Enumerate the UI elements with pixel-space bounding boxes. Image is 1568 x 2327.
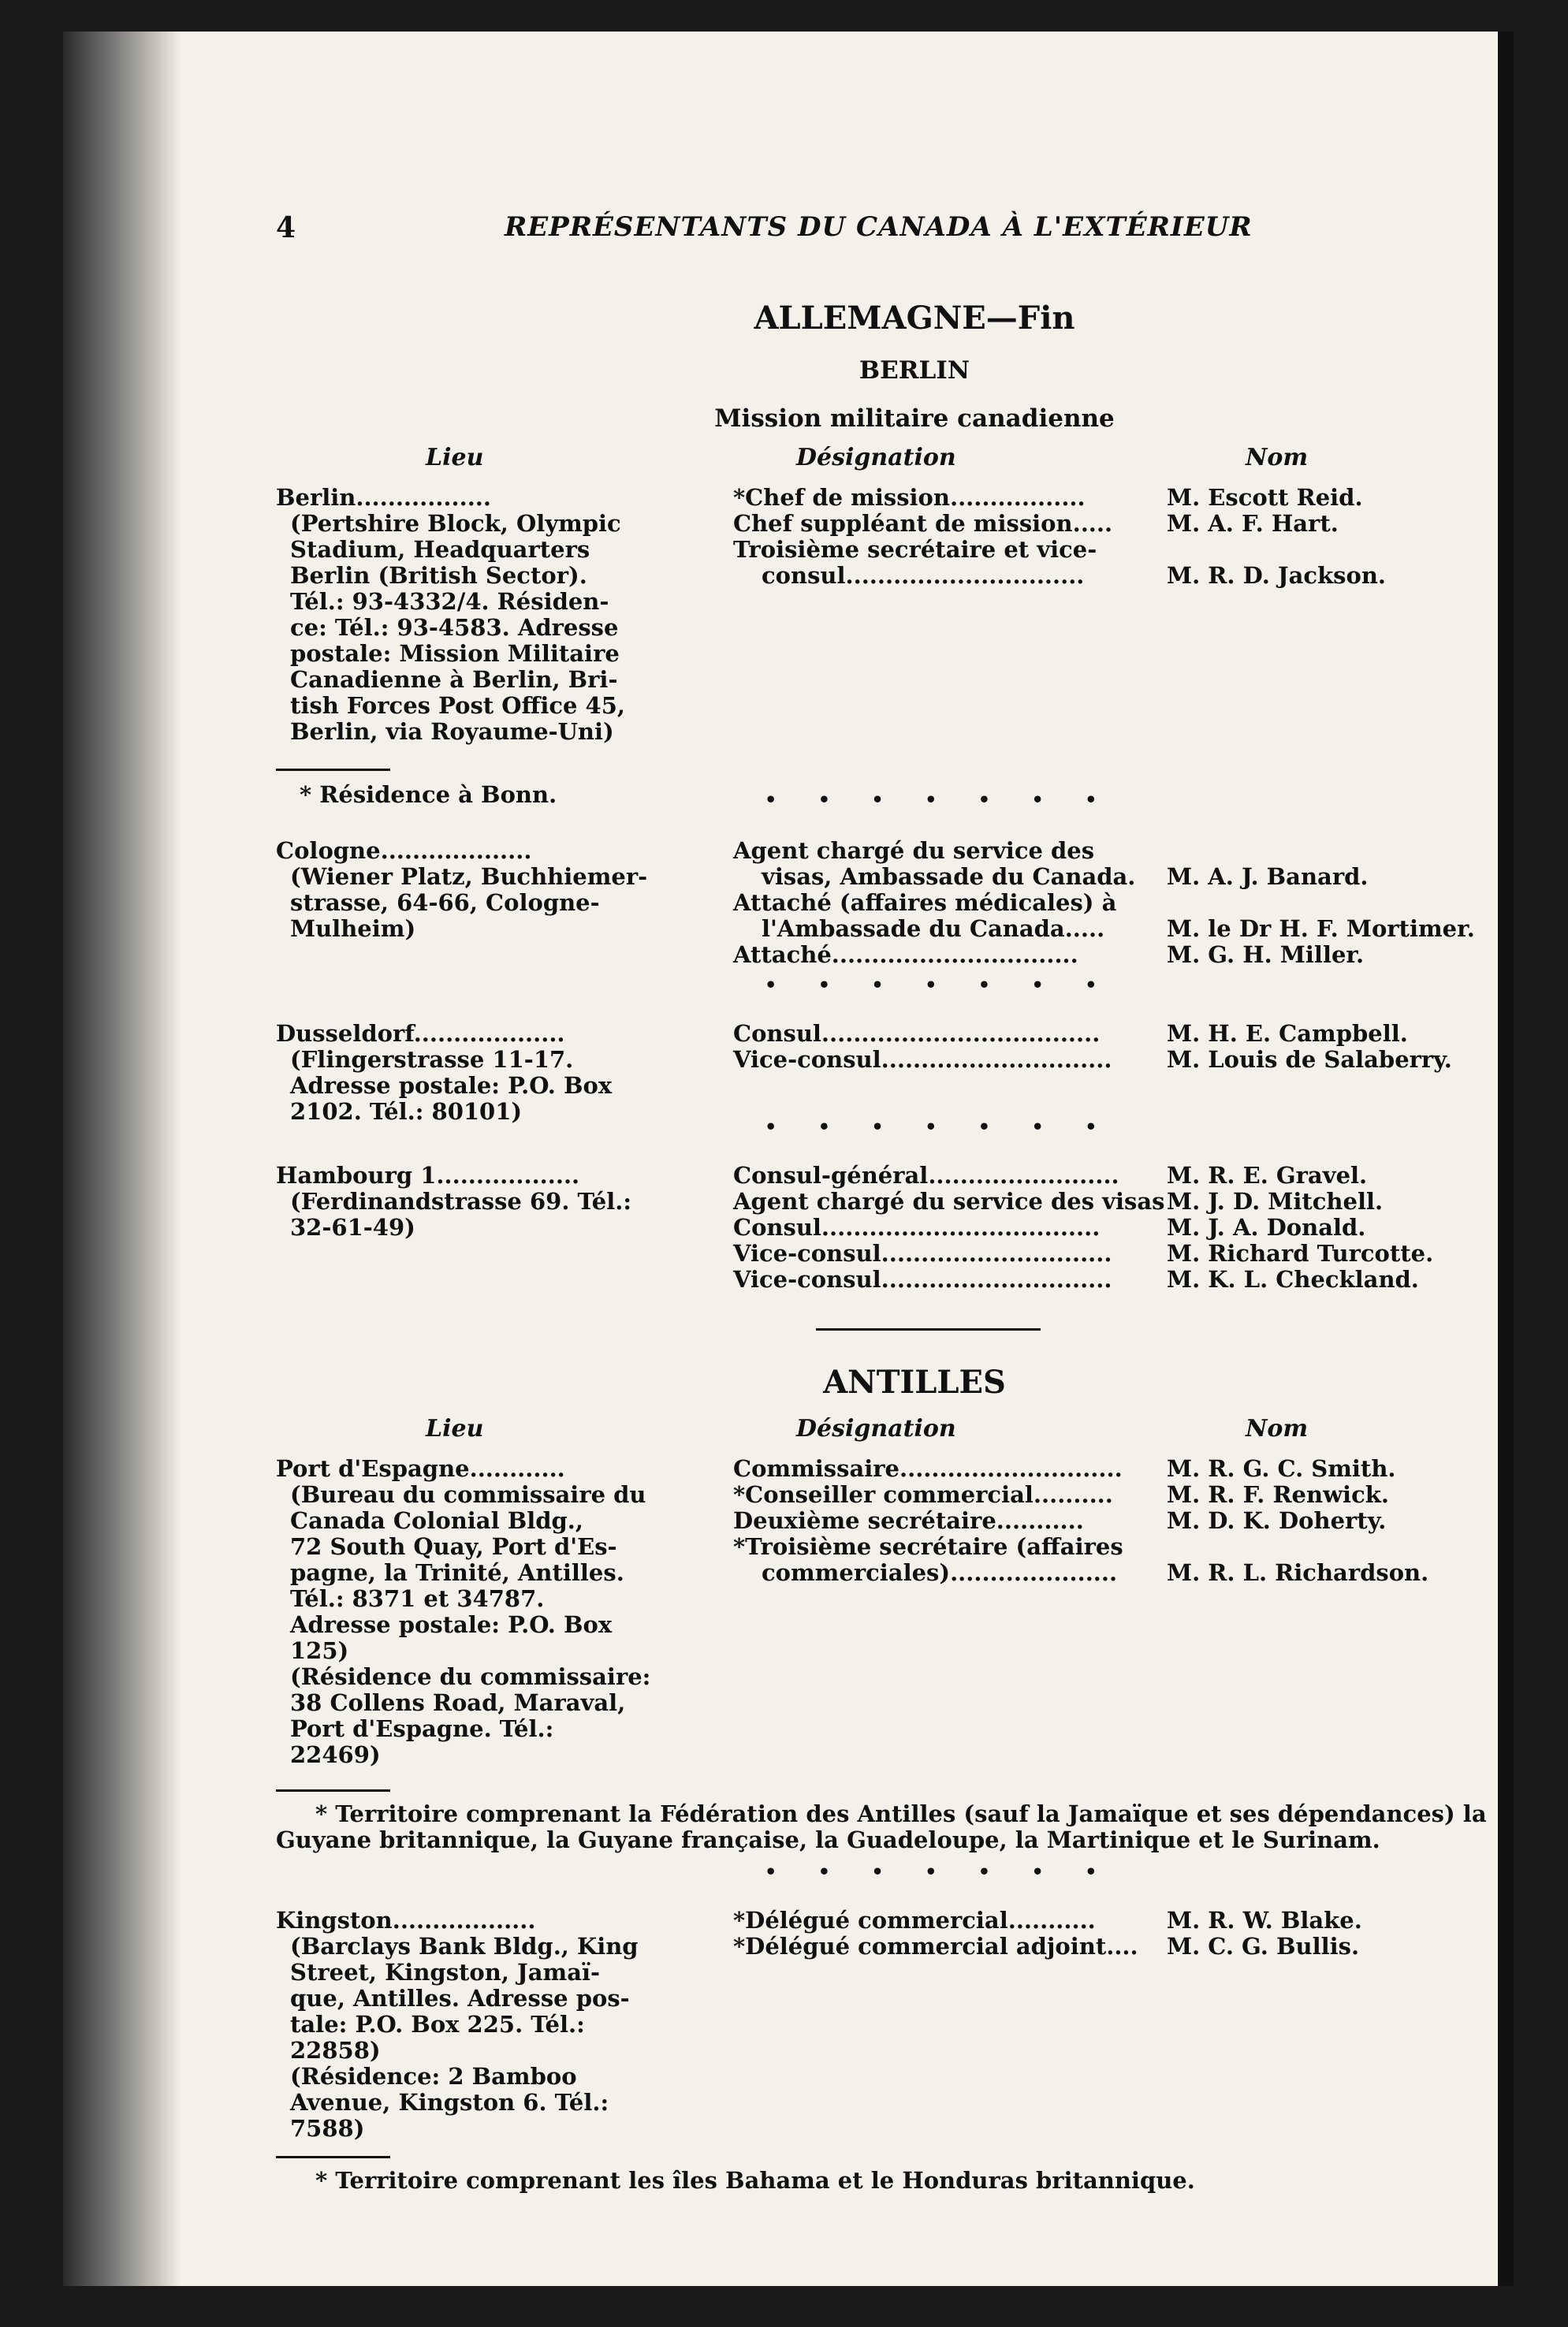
- column-header-lieu: Lieu: [426, 444, 484, 471]
- entry-lieu-cologne: [276, 838, 725, 942]
- lieu-name: Hambourg 1..................: [276, 1162, 580, 1189]
- address-line: postale: Mission Militaire: [290, 640, 620, 667]
- entry-noms-berlin: [1167, 485, 1386, 589]
- designation-line: Chef suppléant de mission.....: [733, 510, 1113, 537]
- nom-line: M. K. L. Checkland.: [1167, 1266, 1419, 1293]
- lieu-address: [276, 1482, 725, 1768]
- entry-lieu-dusseldorf: [276, 1021, 725, 1125]
- nom-spacer: [1167, 838, 1475, 864]
- lieu-name: Port d'Espagne............: [276, 1455, 565, 1482]
- entry-designations-port-espagne: [733, 1456, 1143, 1586]
- lieu-address: [276, 511, 725, 745]
- binding-shadow: [63, 32, 181, 2286]
- nom-line: M. Richard Turcotte.: [1167, 1240, 1434, 1267]
- address-line: tish Forces Post Office 45,: [290, 692, 626, 719]
- section-title-antilles: ANTILLES: [823, 1364, 1006, 1401]
- entry-designations-kingston: [733, 1908, 1143, 1960]
- designation-line: *Troisième secrétaire (affaires: [733, 1533, 1123, 1560]
- designation-line: commerciales).....................: [762, 1559, 1118, 1586]
- address-line: Street, Kingston, Jamaï-: [290, 1959, 601, 1986]
- running-title: REPRÉSENTANTS DU CANADA À L'EXTÉRIEUR: [505, 211, 1253, 243]
- lieu-name: Berlin.................: [276, 484, 491, 511]
- separator-dots: • • • • • • •: [765, 974, 1115, 996]
- footnote-rule: [276, 2156, 390, 2158]
- designation-line: Commissaire............................: [733, 1455, 1123, 1482]
- address-line: 72 South Quay, Port d'Es-: [290, 1533, 617, 1560]
- column-header-nom: Nom: [1246, 1415, 1309, 1443]
- lieu-name: Kingston..................: [276, 1907, 536, 1934]
- address-line: 32-61-49): [290, 1214, 415, 1241]
- designation-line: visas, Ambassade du Canada.: [762, 863, 1136, 890]
- page-edge-bar: [1498, 32, 1514, 2286]
- entry-lieu-berlin: [276, 485, 725, 745]
- separator-dots: • • • • • • •: [765, 788, 1115, 811]
- designation-line: Vice-consul.............................: [733, 1240, 1112, 1267]
- address-line: 22469): [290, 1741, 381, 1768]
- address-line: (Pertshire Block, Olympic: [290, 510, 621, 537]
- address-line: Tél.: 93-4332/4. Résiden-: [290, 588, 609, 615]
- section-divider-rule: [816, 1328, 1041, 1331]
- address-line: ce: Tél.: 93-4583. Adresse: [290, 614, 619, 641]
- footnote-rule: [276, 769, 390, 771]
- address-line: Tél.: 8371 et 34787.: [290, 1585, 545, 1612]
- section-title-allemagne: ALLEMAGNE—Fin: [754, 300, 1075, 337]
- address-line: 2102. Tél.: 80101): [290, 1098, 523, 1125]
- lieu-address: [276, 864, 725, 942]
- document-page: [63, 32, 1514, 2286]
- address-line: Avenue, Kingston 6. Tél.:: [290, 2089, 609, 2116]
- address-line: Mulheim): [290, 915, 416, 942]
- designation-line: Agent chargé du service des visas: [733, 1188, 1165, 1215]
- designation-line: *Délégué commercial...........: [733, 1907, 1096, 1934]
- footnote-territoire-antilles: * Territoire comprenant la Fédération des Antilles (sauf la Jamaïque et ses dépendances) la Guyane britannique, la Guyane française, la Guadeloupe, la Martinique et le Surinam.: [276, 1800, 1487, 1853]
- designation-line: consul..............................: [762, 562, 1085, 589]
- nom-line: M. A. F. Hart.: [1167, 510, 1339, 537]
- nom-spacer: [1167, 537, 1386, 563]
- footnote-territoire-bahama: * Territoire comprenant les îles Bahama et le Honduras britannique.: [315, 2167, 1195, 2194]
- section-subtitle-berlin: BERLIN: [858, 356, 970, 385]
- address-line: 38 Collens Road, Maraval,: [290, 1689, 626, 1716]
- designation-line: Consul...................................: [733, 1020, 1101, 1047]
- entry-noms-dusseldorf: [1167, 1021, 1452, 1073]
- nom-line: M. C. G. Bullis.: [1167, 1933, 1360, 1960]
- column-header-nom: Nom: [1246, 444, 1309, 471]
- designation-line: Consul-général........................: [733, 1162, 1119, 1189]
- designation-line: Deuxième secrétaire...........: [733, 1507, 1084, 1534]
- column-header-designation: Désignation: [796, 444, 956, 471]
- designation-line: Attaché...............................: [733, 941, 1078, 968]
- designation-line: Vice-consul.............................: [733, 1266, 1112, 1293]
- entry-lieu-port-espagne: [276, 1456, 725, 1768]
- nom-line: M. Louis de Salaberry.: [1167, 1046, 1452, 1073]
- address-line: (Ferdinandstrasse 69. Tél.:: [290, 1188, 632, 1215]
- nom-spacer: [1167, 1534, 1428, 1560]
- address-line: Berlin, via Royaume-Uni): [290, 718, 614, 745]
- address-line: (Résidence: 2 Bamboo: [290, 2063, 577, 2090]
- nom-line: M. R. G. C. Smith.: [1167, 1455, 1396, 1482]
- address-line: tale: P.O. Box 225. Tél.:: [290, 2011, 585, 2038]
- entry-designations-hambourg: [733, 1162, 1165, 1293]
- designation-line: Agent chargé du service des: [733, 837, 1095, 864]
- nom-line: M. G. H. Miller.: [1167, 941, 1365, 968]
- address-line: (Flingerstrasse 11-17.: [290, 1046, 574, 1073]
- address-line: (Bureau du commissaire du: [290, 1481, 646, 1508]
- footnote-rule: [276, 1789, 390, 1792]
- nom-line: M. A. J. Banard.: [1167, 863, 1369, 890]
- entry-noms-cologne: [1167, 838, 1475, 968]
- entry-noms-kingston: [1167, 1908, 1362, 1960]
- lieu-address: [276, 1047, 725, 1125]
- nom-line: M. R. W. Blake.: [1167, 1907, 1362, 1934]
- entry-noms-hambourg: [1167, 1163, 1433, 1293]
- nom-line: M. le Dr H. F. Mortimer.: [1167, 915, 1475, 942]
- address-line: (Wiener Platz, Buchhiemer-: [290, 863, 648, 890]
- entry-lieu-kingston: [276, 1908, 725, 2142]
- address-line: Stadium, Headquarters: [290, 536, 590, 563]
- nom-line: M. H. E. Campbell.: [1167, 1020, 1408, 1047]
- nom-line: M. R. F. Renwick.: [1167, 1481, 1389, 1508]
- address-line: Canada Colonial Bldg.,: [290, 1507, 583, 1534]
- section-subsubtitle: Mission militaire canadienne: [714, 404, 1115, 433]
- nom-line: M. Escott Reid.: [1167, 484, 1363, 511]
- page-number: 4: [276, 211, 296, 244]
- designation-line: *Délégué commercial adjoint....: [733, 1933, 1138, 1960]
- separator-dots: • • • • • • •: [765, 1115, 1115, 1138]
- address-line: 125): [290, 1637, 349, 1664]
- designation-line: l'Ambassade du Canada.....: [762, 915, 1105, 942]
- address-line: Adresse postale: P.O. Box: [290, 1072, 613, 1099]
- designation-line: Vice-consul.............................: [733, 1046, 1112, 1073]
- column-header-lieu: Lieu: [426, 1415, 484, 1443]
- nom-line: M. J. A. Donald.: [1167, 1214, 1366, 1241]
- nom-line: M. R. E. Gravel.: [1167, 1162, 1368, 1189]
- nom-line: M. J. D. Mitchell.: [1167, 1188, 1384, 1215]
- footnote-residence-bonn: * Résidence à Bonn.: [300, 781, 557, 808]
- nom-line: M. D. K. Doherty.: [1167, 1507, 1387, 1534]
- address-line: strasse, 64-66, Cologne-: [290, 889, 600, 916]
- lieu-address: [276, 1189, 725, 1241]
- entry-designations-dusseldorf: [733, 1021, 1143, 1073]
- entry-noms-port-espagne: [1167, 1456, 1428, 1586]
- address-line: pagne, la Trinité, Antilles.: [290, 1559, 624, 1586]
- lieu-name: Dusseldorf...................: [276, 1020, 565, 1047]
- address-line: Berlin (British Sector).: [290, 562, 587, 589]
- nom-spacer: [1167, 890, 1475, 916]
- lieu-address: [276, 1934, 725, 2142]
- designation-line: Consul...................................: [733, 1214, 1101, 1241]
- column-header-designation: Désignation: [796, 1415, 956, 1443]
- lieu-name: Cologne...................: [276, 837, 532, 864]
- designation-line: Troisième secrétaire et vice-: [733, 536, 1097, 563]
- entry-lieu-hambourg: [276, 1163, 725, 1241]
- address-line: Port d'Espagne. Tél.:: [290, 1715, 554, 1742]
- address-line: (Résidence du commissaire:: [290, 1663, 651, 1690]
- address-line: (Barclays Bank Bldg., King: [290, 1933, 639, 1960]
- designation-line: *Chef de mission.................: [733, 484, 1086, 511]
- designation-line: Attaché (affaires médicales) à: [733, 889, 1117, 916]
- address-line: Adresse postale: P.O. Box: [290, 1611, 613, 1638]
- designation-line: *Conseiller commercial..........: [733, 1481, 1113, 1508]
- nom-line: M. R. D. Jackson.: [1167, 562, 1387, 589]
- address-line: 7588): [290, 2115, 365, 2142]
- nom-line: M. R. L. Richardson.: [1167, 1559, 1429, 1586]
- entry-designations-berlin: [733, 485, 1143, 589]
- address-line: Canadienne à Berlin, Bri-: [290, 666, 618, 693]
- address-line: 22858): [290, 2037, 381, 2064]
- entry-designations-cologne: [733, 838, 1143, 968]
- address-line: que, Antilles. Adresse pos-: [290, 1985, 630, 2012]
- separator-dots: • • • • • • •: [765, 1860, 1115, 1883]
